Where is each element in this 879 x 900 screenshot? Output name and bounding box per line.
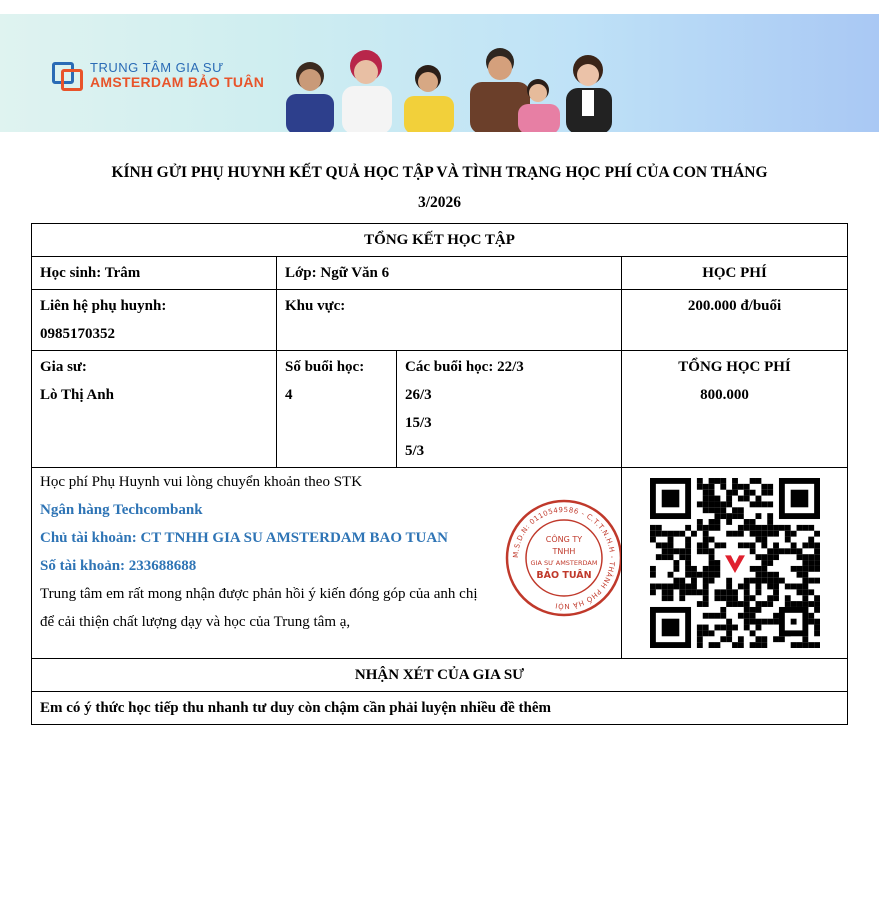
session-dates-cell (397, 351, 622, 468)
contact-row (32, 290, 848, 351)
account-number: Số tài khoản: 233688688 (40, 558, 197, 574)
payment-qr-code-icon (650, 477, 820, 649)
report-table (31, 223, 848, 725)
fee-value: 200.000 đ/buổi (622, 290, 848, 351)
feedback-line1: Trung tâm em rất mong nhận được phản hồi ý kiến đóng góp của anh chị (40, 586, 478, 602)
session-dates-label: Các buổi học: 22/3 (405, 359, 524, 375)
payment-intro: Học phí Phụ Huynh vui lòng chuyển khoản theo STK (40, 474, 363, 490)
title-line1: KÍNH GỬI PHỤ HUYNH KẾT QUẢ HỌC TẬP VÀ TÌNH TRẠNG HỌC PHÍ CỦA CON THÁNG (111, 164, 768, 181)
qr-cell (622, 468, 848, 659)
bank-name: Ngân hàng Techcombank (40, 502, 203, 518)
review-header-row (32, 659, 848, 692)
contact-label: Liên hệ phụ huynh: (40, 298, 167, 314)
banner-people-photo (270, 42, 615, 132)
tutor-comment: Em có ý thức học tiếp thu nhanh tư duy còn chậm cần phải luyện nhiều đề thêm (32, 692, 848, 725)
review-header: NHẬN XÉT CỦA GIA SƯ (32, 659, 848, 692)
logo-squares-icon (52, 62, 82, 88)
title-line2: 3/2026 (417, 194, 462, 211)
student-row (32, 257, 848, 290)
account-holder: Chủ tài khoản: CT TNHH GIA SU AMSTERDAM BAO TUAN (40, 530, 449, 546)
sessions-count: 4 (285, 387, 293, 403)
company-stamp (504, 498, 622, 618)
session-date: 5/3 (405, 443, 425, 459)
header-banner (0, 14, 879, 132)
stamp-line4: BẢO TUÂN (536, 570, 592, 581)
tutor-row (32, 351, 848, 468)
session-date: 15/3 (405, 415, 432, 431)
class-name: Lớp: Ngữ Văn 6 (277, 257, 622, 290)
payment-row (32, 468, 848, 659)
logo-line2: AMSTERDAM BẢO TUÂN (90, 74, 265, 90)
stamp-line3: GIA SƯ AMSTERDAM (530, 559, 598, 567)
tutor-name: Lò Thị Anh (40, 387, 114, 403)
summary-header-row (32, 224, 848, 257)
logo-line1: TRUNG TÂM GIA SƯ (90, 60, 224, 75)
total-fee-label: TỔNG HỌC PHÍ (678, 359, 791, 375)
total-fee-cell (622, 351, 848, 468)
total-fee-value: 800.000 (700, 387, 749, 403)
payment-cell (32, 468, 622, 659)
sessions-cell (277, 351, 397, 468)
summary-header: TỔNG KẾT HỌC TẬP (32, 224, 848, 257)
page-title (0, 158, 879, 218)
stamp-line1: CÔNG TY (545, 535, 583, 544)
area-label: Khu vực: (277, 290, 622, 351)
stamp-ring-text: M.S.D.N: 0110549586 - C.T.T.N.H.H - THÀNH PHỐ HÀ NỘI (511, 505, 617, 611)
contact-cell (32, 290, 277, 351)
center-logo (52, 60, 264, 90)
fee-header: HỌC PHÍ (622, 257, 848, 290)
contact-phone: 0985170352 (40, 326, 115, 342)
review-row (32, 692, 848, 725)
sessions-label: Số buổi học: (285, 359, 365, 375)
session-date: 26/3 (405, 387, 432, 403)
stamp-line2: TNHH (552, 547, 576, 556)
tutor-label: Gia sư: (40, 359, 87, 375)
tutor-cell (32, 351, 277, 468)
student-name: Học sinh: Trâm (32, 257, 277, 290)
feedback-line2: để cải thiện chất lượng dạy và học của Trung tâm ạ, (40, 614, 351, 630)
